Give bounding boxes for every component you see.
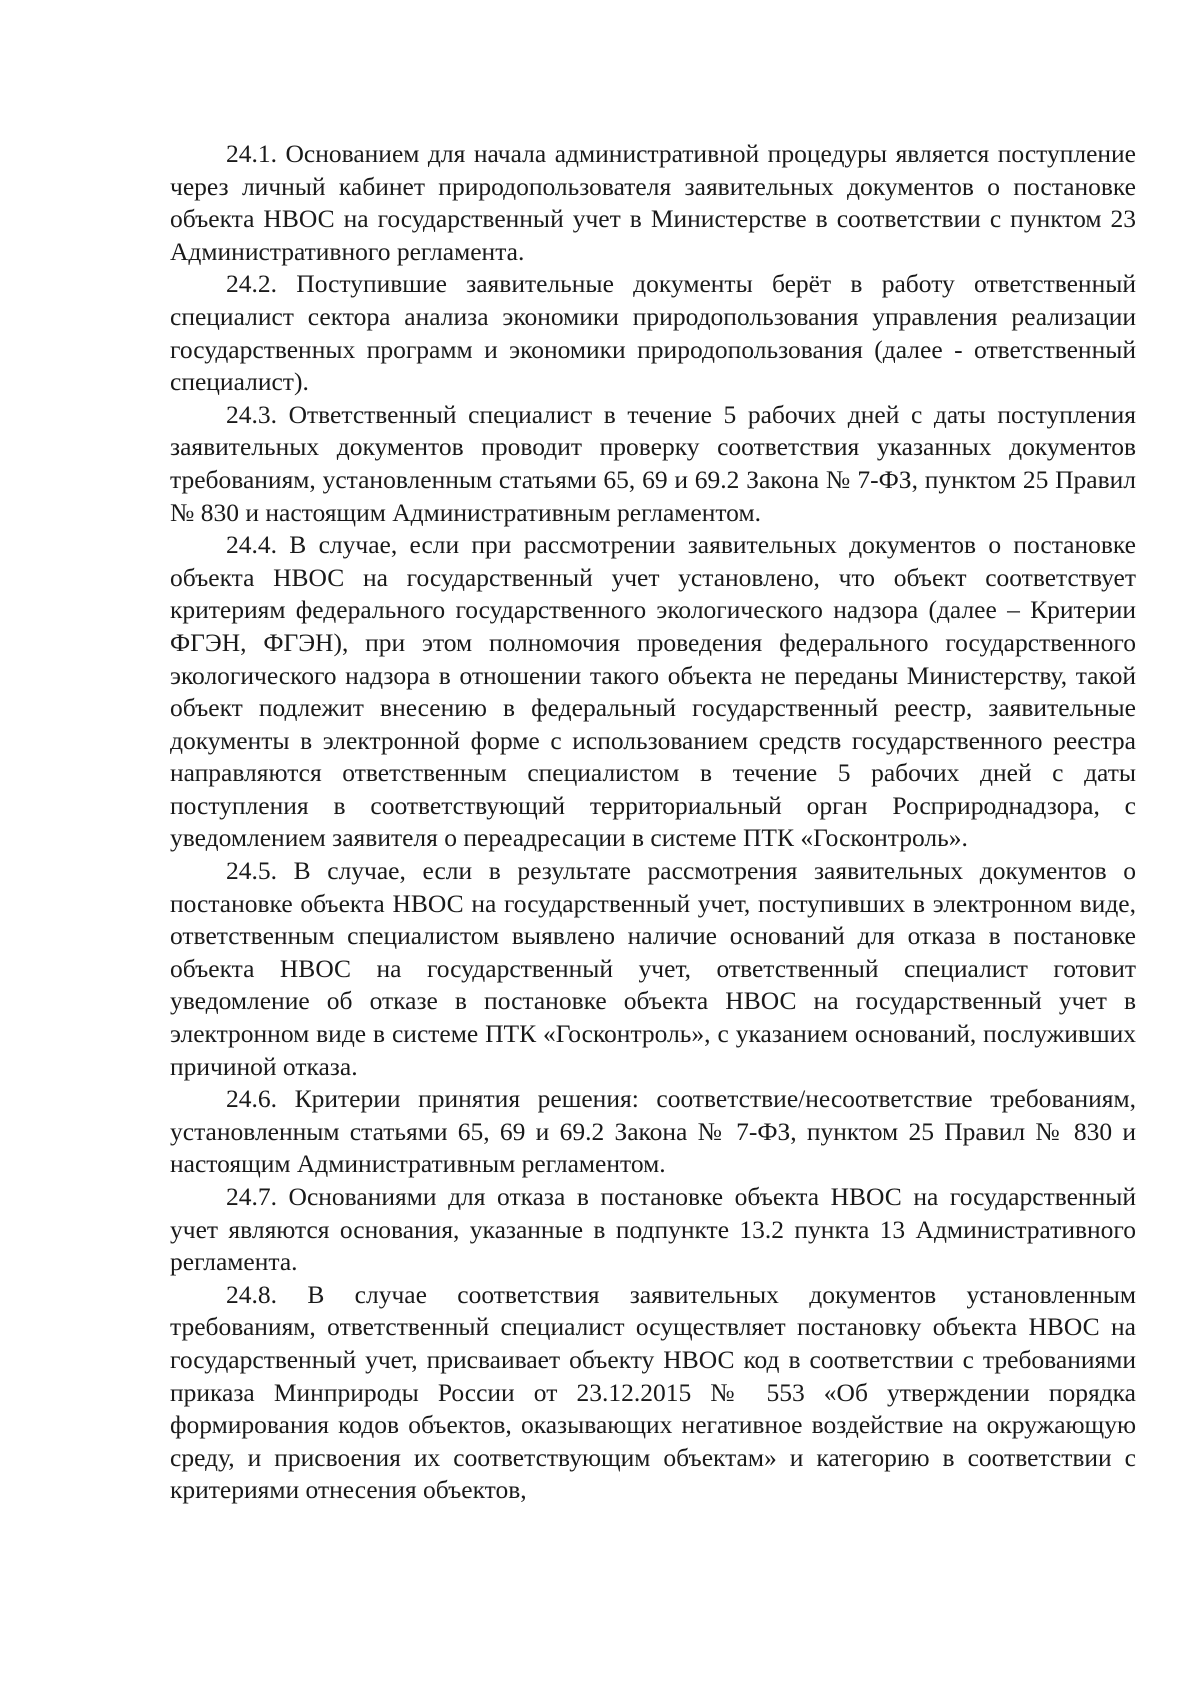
paragraph-24-2: 24.2. Поступившие заявительные документы берёт в работу ответственный специалист сектора анализа экономики природопользования управления реализации государственных программ и экономики природопользования (далее - ответственный специалист). <box>170 269 1136 397</box>
paragraph-24-5: 24.5. В случае, если в результате рассмотрения заявительных документов о постановке объекта НВОС на государственный учет, поступивших в электронном виде, ответственным специалистом выявлено наличие оснований для отказа в постановке объекта НВОС на государственный учет, ответственный специалист готовит уведомление об отказе в постановке объекта НВОС на государственный учет в электронном виде в системе ПТК «Госконтроль», с указанием оснований, послуживших причиной отказа. <box>170 856 1136 1081</box>
paragraph-24-7: 24.7. Основаниями для отказа в постановке объекта НВОС на государственный учет являются основания, указанные в подпункте 13.2 пункта 13 Административного регламента. <box>170 1182 1136 1277</box>
paragraph-24-3: 24.3. Ответственный специалист в течение 5 рабочих дней с даты поступления заявительных документов проводит проверку соответствия указанных документов требованиям, установленным статьями 65, 69 и 69.2 Закона № 7-ФЗ, пунктом 25 Правил № 830 и настоящим Административным регламентом. <box>170 399 1136 527</box>
document-body <box>170 138 1136 1507</box>
paragraph-24-4: 24.4. В случае, если при рассмотрении заявительных документов о постановке объекта НВОС на государственный учет установлено, что объект соответствует критериям федерального государственного экологического надзора (далее – Критерии ФГЭН, ФГЭН), при этом полномочия проведения федерального государственного экологического надзора в отношении такого объекта не переданы Министерству, такой объект подлежит внесению в федеральный государственный реестр, заявительные документы в электронной форме с использованием средств государственного реестра направляются ответственным специалистом в течение 5 рабочих дней с даты поступления в соответствующий территориальный орган Росприроднадзора, с уведомлением заявителя о переадресации в системе ПТК «Госконтроль». <box>170 530 1136 853</box>
paragraph-24-1: 24.1. Основанием для начала административной процедуры является поступление через личный кабинет природопользователя заявительных документов о постановке объекта НВОС на государственный учет в Министерстве в соответствии с пунктом 23 Административного регламента. <box>170 139 1136 266</box>
paragraph-24-8: 24.8. В случае соответствия заявительных документов установленным требованиям, ответственный специалист осуществляет постановку объекта НВОС на государственный учет, присваивает объекту НВОС код в соответствии с требованиями приказа Минприроды России от 23.12.2015 № 553 «Об утверждении порядка формирования кодов объектов, оказывающих негативное воздействие на окружающую среду, и присвоения их соответствующим объектам» и категорию в соответствии с критериями отнесения объектов, <box>170 1279 1136 1505</box>
paragraph-24-6: 24.6. Критерии принятия решения: соответствие/несоответствие требованиям, установленным статьями 65, 69 и 69.2 Закона № 7-ФЗ, пунктом 25 Правил № 830 и настоящим Административным регламентом. <box>170 1084 1136 1179</box>
